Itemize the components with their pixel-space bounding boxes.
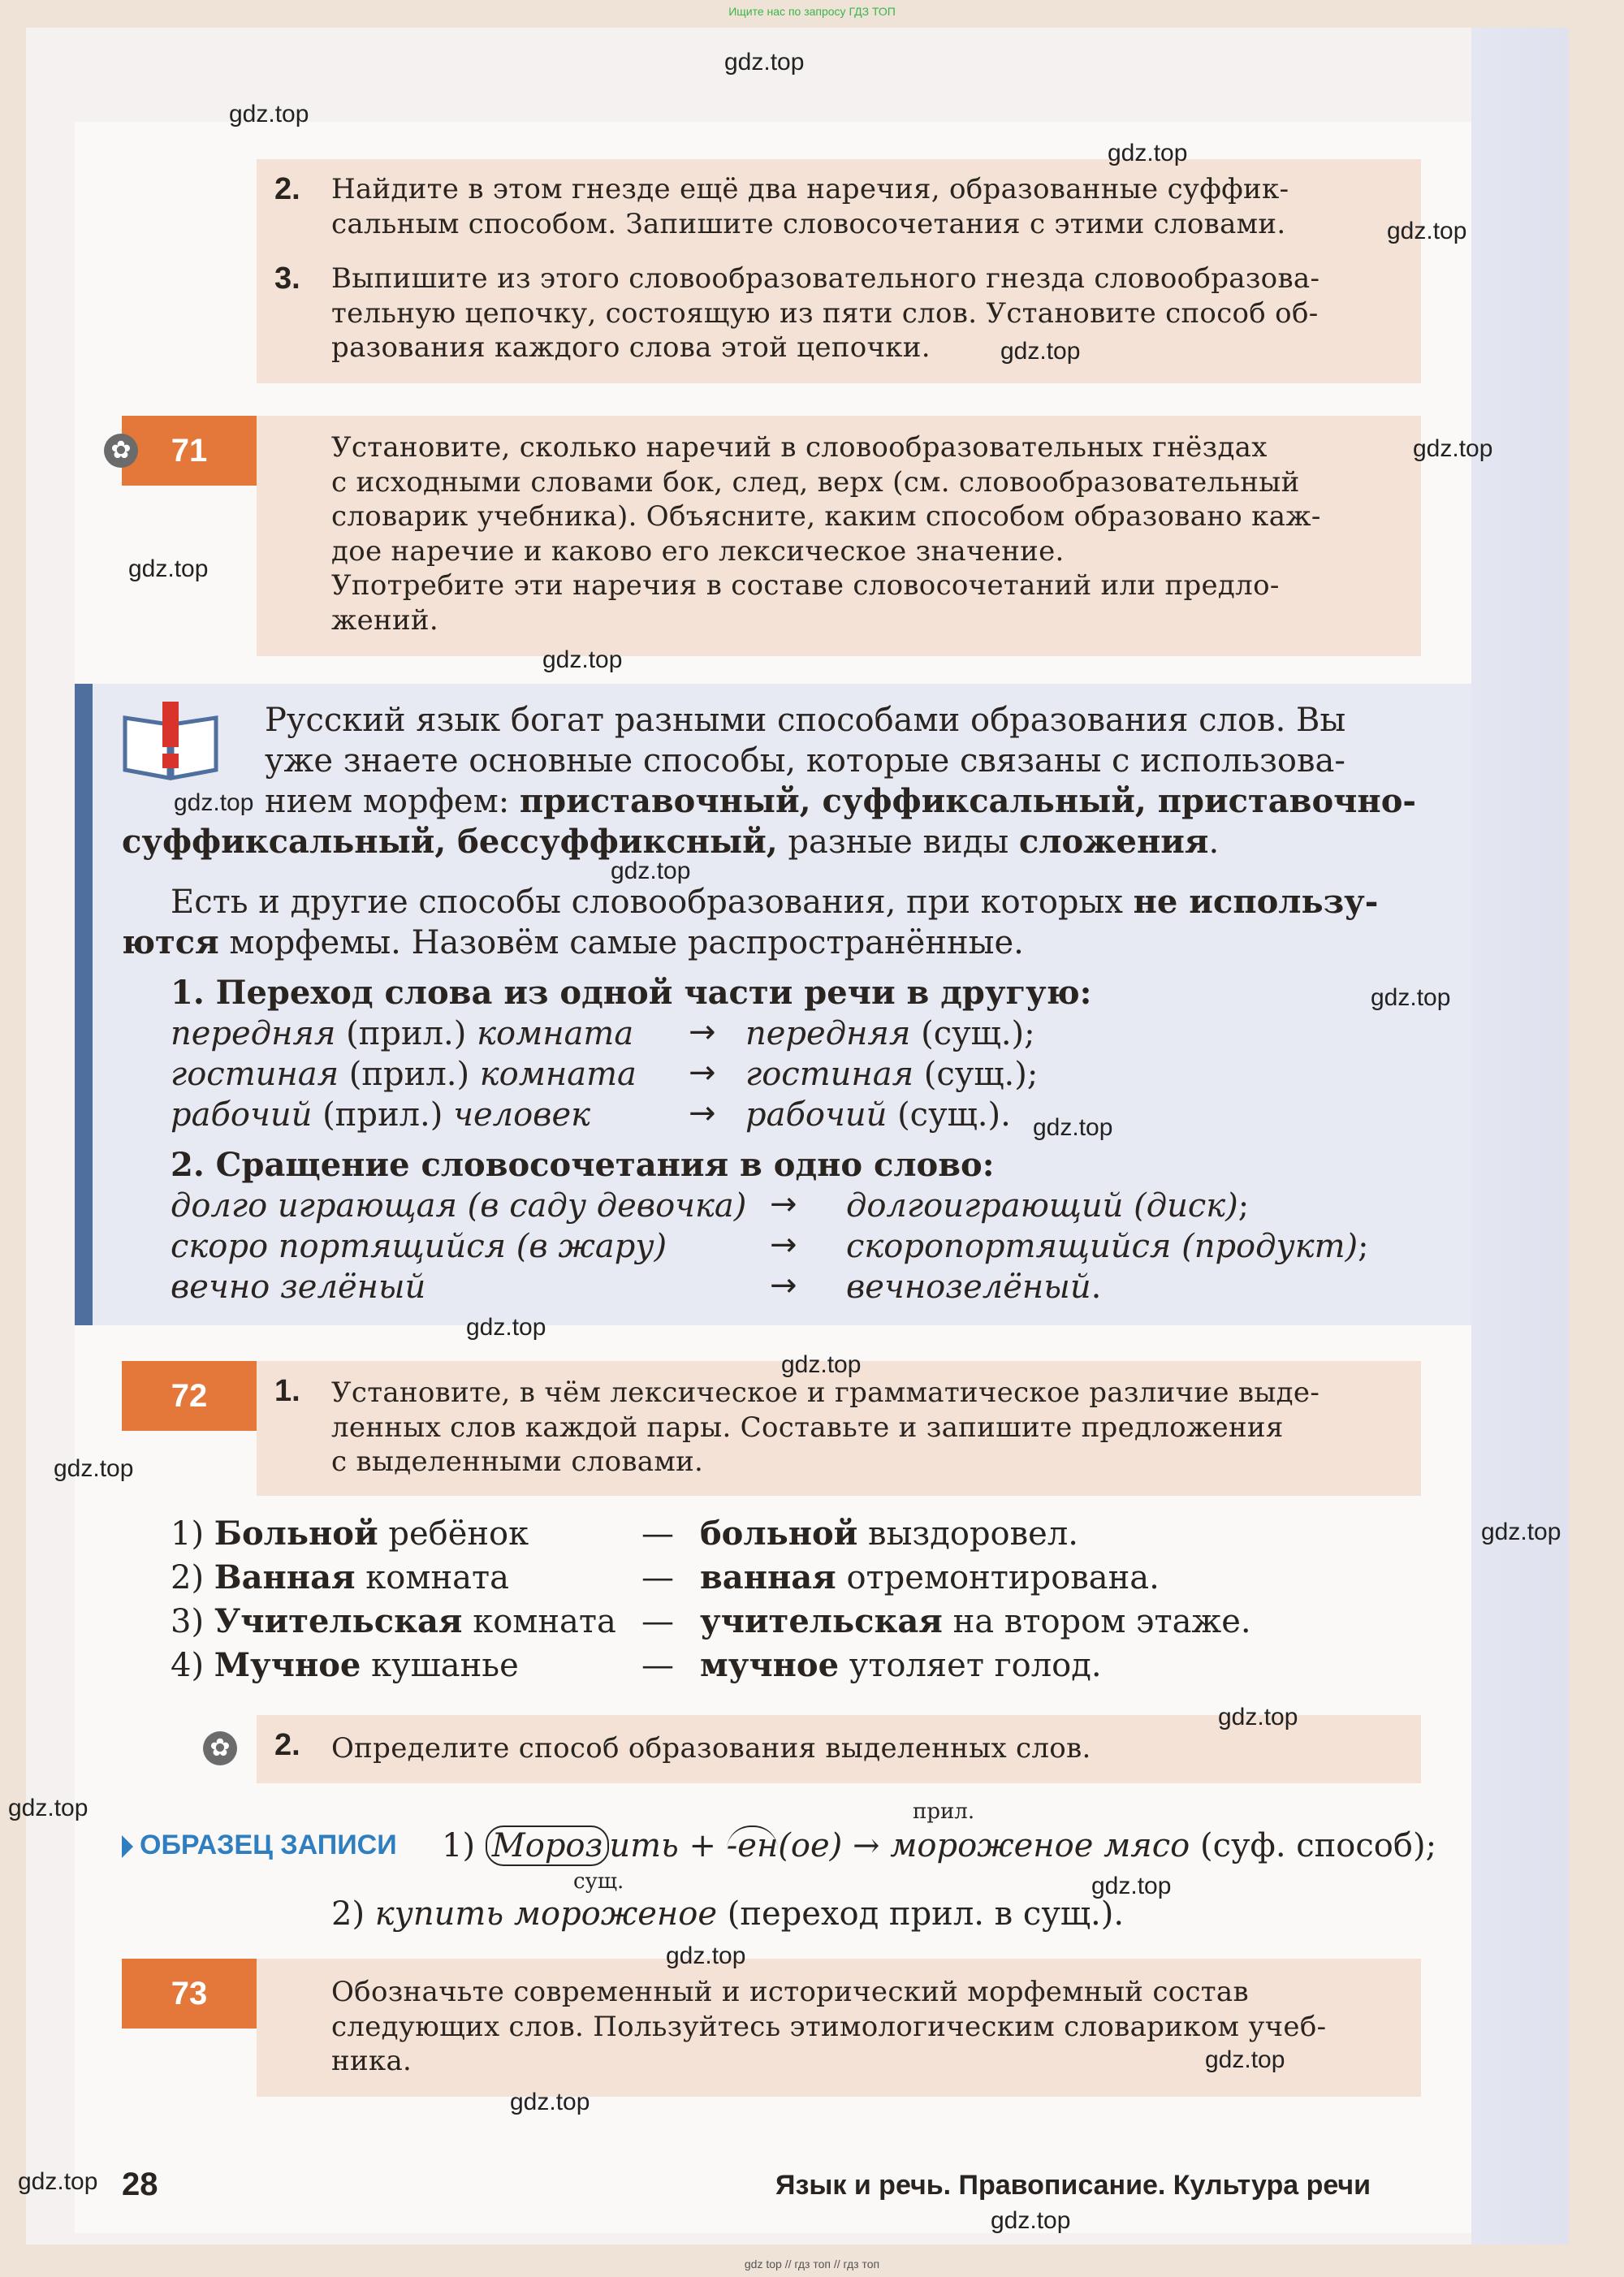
- arrow-icon: →: [770, 1226, 797, 1264]
- task-71-number: 71: [122, 416, 257, 486]
- bold-word: мучное: [700, 1646, 840, 1684]
- text-span: 2): [331, 1895, 375, 1933]
- text-span: (прил.): [339, 1056, 480, 1093]
- text-span: ;: [1358, 1228, 1369, 1265]
- italic-word: гостиная: [171, 1056, 339, 1093]
- task-71-text: [331, 430, 1402, 637]
- arrow-icon: →: [689, 1013, 716, 1051]
- list-item: [171, 1556, 616, 1600]
- bottom-note: gdz top // гдз топ // гдз топ: [744, 2258, 880, 2271]
- theory-line-1: Русский язык богат разными способами образования слов. Вы: [265, 702, 1346, 739]
- text-line: разования каждого слова этой цепочки.: [331, 331, 931, 364]
- watermark: gdz.top: [54, 1455, 134, 1482]
- list-item: [700, 1512, 1251, 1556]
- italic-word: долгоиграющий (диск): [846, 1187, 1238, 1225]
- watermark: gdz.top: [8, 1795, 89, 1821]
- dash: —: [641, 1559, 674, 1596]
- text-span: (прил.): [312, 1096, 454, 1134]
- top-note: Ищите нас по запросу ГДЗ ТОП: [728, 5, 896, 18]
- bold-term: приставочный, суффиксальный, приставочно-: [519, 782, 1416, 820]
- italic-word: рабочий: [745, 1096, 888, 1134]
- text-span: нием морфем:: [265, 783, 520, 820]
- watermark: gdz.top: [991, 2207, 1071, 2234]
- bold-word: Ванная: [214, 1558, 356, 1596]
- text-line: ника.: [331, 2045, 412, 2077]
- example-3-left: [171, 1095, 590, 1135]
- example-5-right: [846, 1226, 1369, 1267]
- example-4-right: [846, 1186, 1249, 1226]
- dash: —: [641, 1603, 674, 1640]
- example-1-left: [171, 1013, 633, 1054]
- bold-term: не использу-: [1133, 883, 1379, 921]
- watermark: gdz.top: [1108, 140, 1188, 166]
- italic-phrase: купить мороженое: [374, 1895, 717, 1933]
- task-72-text: [331, 1376, 1402, 1480]
- bold-word: Больной: [214, 1514, 378, 1553]
- running-title: Язык и речь. Правописание. Культура речи: [775, 2170, 1371, 2201]
- italic-word: (ое) →: [778, 1827, 891, 1864]
- text-span: .: [1208, 823, 1220, 861]
- annotation-noun: сущ.: [573, 1869, 624, 1894]
- bold-term: суффиксальный, бессуффиксный,: [122, 823, 778, 861]
- watermark: gdz.top: [1371, 984, 1451, 1011]
- root-word: Мороз: [486, 1825, 610, 1866]
- theory-line-2: уже знаете основные способы, которые связаны с использова-: [265, 742, 1345, 780]
- text-span: ;: [1237, 1187, 1250, 1225]
- watermark: gdz.top: [1387, 218, 1467, 244]
- text-line: с исходными словами бок, след, верх (см. словообразовательный: [331, 465, 1300, 499]
- text-span: (прил.): [335, 1015, 477, 1052]
- watermark: gdz.top: [510, 2089, 590, 2115]
- text-line: дое наречие и каково его лексическое значение.: [331, 534, 1065, 568]
- bold-word: Мучное: [214, 1646, 361, 1684]
- text-span: 2): [171, 1559, 214, 1596]
- example-6-left: [171, 1267, 425, 1307]
- text-span: (сущ.);: [914, 1056, 1039, 1093]
- italic-word: рабочий: [171, 1096, 313, 1134]
- text-line: Употребите эти наречия в составе словосочетаний или предло-: [331, 569, 1280, 602]
- italic-word: передняя: [171, 1015, 336, 1052]
- text-span: (сущ.);: [910, 1015, 1035, 1052]
- task-70-item-2-text: [331, 172, 1402, 241]
- list-item: [700, 1600, 1251, 1644]
- text-span: (сущ.).: [887, 1096, 1011, 1134]
- bold-word: больной: [700, 1514, 858, 1553]
- watermark: gdz.top: [781, 1351, 862, 1378]
- list-item: [700, 1644, 1251, 1687]
- watermark: gdz.top: [542, 646, 623, 673]
- italic-word: комната: [477, 1015, 634, 1052]
- italic-phrase: вечно зелёный: [171, 1268, 426, 1306]
- watermark: gdz.top: [1205, 2046, 1285, 2073]
- watermark: gdz.top: [1033, 1114, 1113, 1141]
- bold-word: Учительская: [214, 1602, 463, 1640]
- text-line: ленных слов каждой пары. Составьте и запишите предложения: [331, 1411, 1284, 1444]
- text-line: с выделенными словами.: [331, 1445, 704, 1478]
- example-1-right: [745, 1013, 1035, 1054]
- watermark: gdz.top: [1000, 338, 1081, 365]
- example-2-right: [745, 1054, 1038, 1095]
- sample-line-2: [331, 1894, 1124, 1934]
- text-line: словарик учебника). Объясните, каким способом образовано каж-: [331, 500, 1321, 533]
- text-span: утоляет голод.: [839, 1647, 1102, 1684]
- theory-box-bar: [75, 684, 93, 1325]
- italic-word: скоропортящийся (продукт): [846, 1228, 1358, 1265]
- text-span: (переход прил. в сущ.).: [717, 1895, 1125, 1933]
- text-span: Есть и другие способы словообразования, при которых: [171, 884, 1134, 921]
- task-70-item-3-number: 3.: [274, 261, 300, 296]
- list-item: [171, 1512, 616, 1556]
- text-line: Найдите в этом гнезде ещё два наречия, образованные суффик-: [331, 173, 1289, 205]
- watermark: gdz.top: [174, 789, 254, 816]
- italic-word: ить +: [609, 1827, 727, 1864]
- example-6-right: [846, 1267, 1101, 1307]
- list-item: [171, 1644, 616, 1687]
- watermark: gdz.top: [611, 858, 691, 884]
- text-span: ребёнок: [378, 1515, 529, 1553]
- task-70-item-3-text: [331, 261, 1402, 365]
- bold-word: учительская: [700, 1602, 943, 1640]
- theory-line-3: [265, 781, 1418, 822]
- italic-word: комната: [479, 1056, 637, 1093]
- watermark: gdz.top: [666, 1942, 746, 1969]
- watermark: gdz.top: [724, 49, 805, 76]
- suffix-mark: -ен: [726, 1827, 779, 1864]
- arrow-icon: →: [770, 1186, 797, 1223]
- italic-phrase: мороженое мясо: [890, 1827, 1190, 1864]
- text-line: Выпишите из этого словообразовательного гнезда словообразова-: [331, 262, 1320, 295]
- arrow-icon: →: [689, 1095, 716, 1132]
- text-span: разные виды: [777, 823, 1019, 861]
- text-span: морфемы. Назовём самые распространённые.: [218, 924, 1024, 961]
- annotation-adj: прил.: [913, 1800, 975, 1824]
- watermark: gdz.top: [466, 1314, 546, 1341]
- italic-word: передняя: [745, 1015, 911, 1052]
- watermark: gdz.top: [1091, 1873, 1172, 1899]
- dash: —: [641, 1515, 674, 1553]
- text-line: Установите, сколько наречий в словообразовательных гнёздах: [331, 431, 1268, 464]
- text-span: 1): [171, 1515, 214, 1553]
- book-exclamation-icon: [122, 700, 219, 781]
- bold-term: сложения: [1018, 823, 1209, 861]
- example-3-right: [745, 1095, 1011, 1135]
- theory-line-4: [122, 822, 1418, 862]
- italic-word: человек: [453, 1096, 591, 1134]
- task-72-item-2-text: Определите способ образования выделенных слов.: [331, 1732, 1091, 1765]
- italic-word: вечнозелёный: [846, 1268, 1091, 1306]
- theory-line-6: [122, 922, 1418, 963]
- page-edge: [1569, 28, 1624, 2245]
- watermark: gdz.top: [128, 555, 209, 582]
- example-5-left: [171, 1226, 667, 1267]
- watermark: gdz.top: [229, 101, 309, 127]
- pair-list-right: [700, 1512, 1251, 1687]
- example-2-left: [171, 1054, 637, 1095]
- watermark: gdz.top: [1481, 1519, 1561, 1545]
- text-line: сальным способом. Запишите словосочетания с этими словами.: [331, 207, 1286, 240]
- text-span: комната: [355, 1559, 509, 1596]
- text-line: тельную цепочку, состоящую из пяти слов. Установите способ об-: [331, 296, 1319, 330]
- text-span: 4): [171, 1647, 214, 1684]
- task-70-item-2-number: 2.: [274, 172, 300, 206]
- text-span: (суф. способ);: [1190, 1827, 1437, 1864]
- example-4-left: [171, 1186, 746, 1226]
- arrow-icon: →: [770, 1267, 797, 1304]
- watermark: gdz.top: [1218, 1704, 1298, 1730]
- text-span: .: [1091, 1268, 1102, 1306]
- sample-label: ОБРАЗЕЦ ЗАПИСИ: [122, 1830, 397, 1861]
- bold-word: ванная: [700, 1558, 836, 1596]
- page-side-band: [1471, 28, 1569, 2245]
- text-span: выздоровел.: [857, 1515, 1078, 1553]
- text-line: Обозначьте современный и исторический морфемный состав: [331, 1976, 1249, 2008]
- task-73-number: 73: [122, 1959, 257, 2029]
- list-item: [171, 1600, 616, 1644]
- text-span: отремонтирована.: [836, 1559, 1160, 1596]
- task-72-item-1-number: 1.: [274, 1374, 300, 1408]
- list-item: [700, 1556, 1251, 1600]
- watermark: gdz.top: [1413, 435, 1493, 462]
- italic-word: гостиная: [745, 1056, 914, 1093]
- pair-dashes: [641, 1512, 674, 1687]
- text-span: комната: [462, 1603, 616, 1640]
- text-span: на втором этаже.: [942, 1603, 1251, 1640]
- italic-phrase: долго играющая (в саду девочка): [171, 1187, 747, 1225]
- method-2-heading: 2. Сращение словосочетания в одно слово:: [171, 1146, 995, 1184]
- star-icon: ✿: [104, 434, 138, 468]
- pair-list-left: [171, 1512, 616, 1687]
- text-span: кушанье: [361, 1647, 519, 1684]
- text-line: Установите, в чём лексическое и грамматическое различие выде-: [331, 1376, 1320, 1409]
- text-line: жений.: [331, 603, 438, 637]
- text-line: следующих слов. Пользуйтесь этимологическим словариком учеб-: [331, 2010, 1327, 2043]
- bold-term: ются: [122, 923, 219, 961]
- watermark: gdz.top: [18, 2168, 98, 2195]
- text-span: 1): [442, 1827, 486, 1864]
- arrow-icon: →: [689, 1054, 716, 1091]
- theory-line-5: [171, 882, 1418, 922]
- star-icon: ✿: [203, 1731, 237, 1765]
- italic-phrase: скоро портящийся (в жару): [171, 1228, 667, 1265]
- page-number: 28: [122, 2167, 158, 2202]
- method-1-heading: 1. Переход слова из одной части речи в другую:: [171, 974, 1092, 1012]
- dash: —: [641, 1647, 674, 1684]
- task-72-item-2-number: 2.: [274, 1728, 300, 1762]
- text-span: 3): [171, 1603, 214, 1640]
- task-72-number: 72: [122, 1361, 257, 1431]
- sample-line-1: [442, 1825, 1436, 1866]
